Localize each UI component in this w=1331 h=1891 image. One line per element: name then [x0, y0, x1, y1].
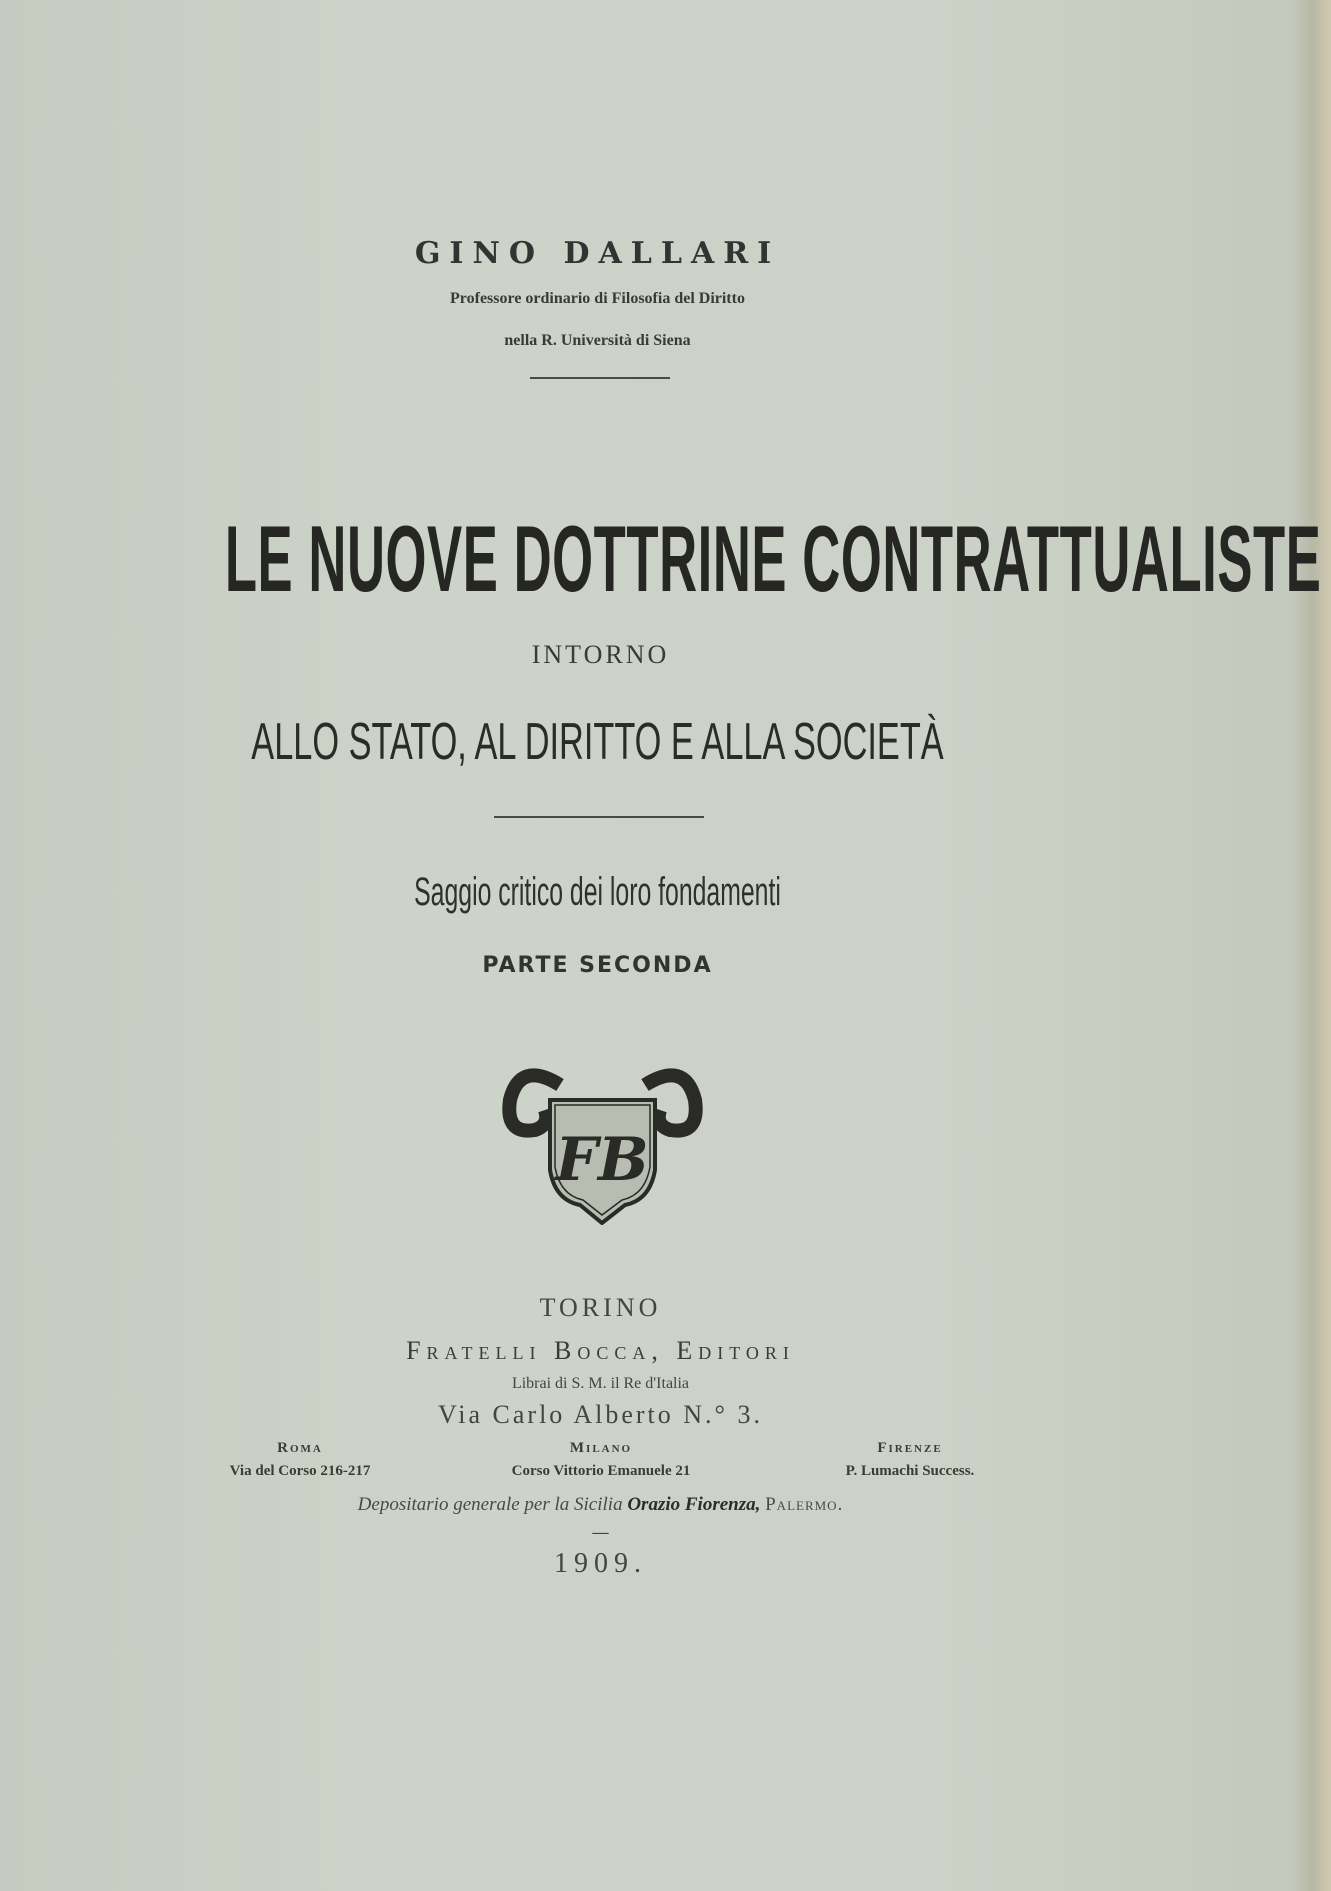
depositary-city: Palermo.: [765, 1494, 844, 1515]
depositary-label: Depositario generale per la Sicilia: [357, 1494, 623, 1515]
book-subtitle: Saggio critico dei loro fondamenti: [414, 870, 781, 914]
publisher-emblem-icon: [500, 1055, 705, 1225]
book-part: PARTE SECONDA: [482, 953, 713, 978]
title-connector: INTORNO: [531, 640, 670, 669]
branch-city: Firenze: [877, 1440, 943, 1456]
branch-city: Roma: [277, 1440, 323, 1456]
branch-city: Milano: [569, 1440, 633, 1456]
title-secondary: ALLO STATO, AL DIRITTO E ALLA SOCIETÀ: [251, 713, 944, 771]
publisher-name: Fratelli Bocca, Editori: [406, 1336, 795, 1365]
author-affiliation-line2: nella R. Università di Siena: [504, 332, 691, 349]
publisher-royal-note: Librai di S. M. il Re d'Italia: [511, 1375, 690, 1392]
publication-year: 1909.: [554, 1548, 647, 1579]
branch-firenze: [760, 1440, 1060, 1480]
year-separator: —: [591, 1522, 610, 1543]
branch-milano: [451, 1440, 751, 1480]
branch-address: P. Lumachi Success.: [845, 1463, 975, 1479]
depositary-name: Orazio Fiorenza,: [627, 1494, 761, 1515]
branch-address: Corso Vittorio Emanuele 21: [511, 1463, 691, 1479]
author-name: GINO DALLARI: [414, 236, 781, 271]
author-affiliation-line1: Professore ordinario di Filosofia del Diritto: [450, 290, 745, 307]
depositary-line: [0, 1494, 1266, 1516]
branch-roma: [150, 1440, 450, 1480]
publisher-city: TORINO: [539, 1293, 662, 1322]
book-title: LE NUOVE DOTTRINE CONTRATTUALISTE: [224, 506, 1322, 611]
divider-rule: [494, 816, 704, 818]
branch-address: Via del Corso 216-217: [229, 1463, 371, 1479]
publisher-address: Via Carlo Alberto N.° 3.: [438, 1400, 763, 1429]
svg-text:FB: FB: [555, 1125, 649, 1195]
divider-rule: [530, 377, 670, 379]
